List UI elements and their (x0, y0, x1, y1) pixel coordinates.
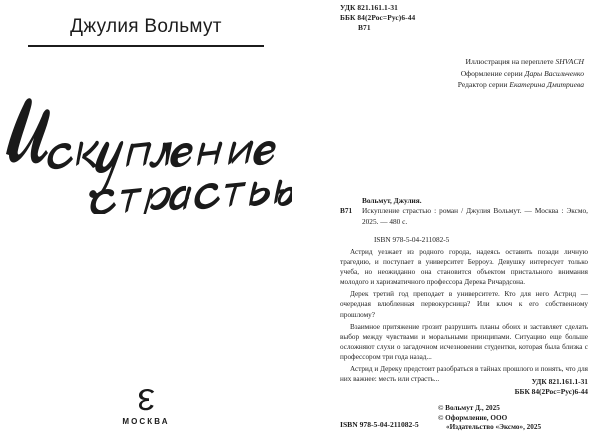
credits-block (292, 56, 592, 91)
author-block (28, 16, 264, 47)
publisher-block (0, 386, 292, 426)
annotation-paragraph: Дерек третий год преподает в университете. Кто для него Астрид — очередная влюбленная первокурсница? Или ключ к его собственному прошлому? (340, 290, 588, 319)
eksmo-logo (133, 386, 159, 412)
classification-codes (340, 3, 415, 34)
footer-bbk-code: ББК 84(2Рос=Рус)6-44 (514, 387, 588, 397)
illustration-credit-name: SHVACH (555, 57, 584, 66)
series-design-name: Дары Васильченко (524, 68, 584, 78)
udk-code: УДК 821.161.1-31 (340, 3, 398, 12)
bib-author-heading: Вольмут, Джулия. (362, 196, 422, 205)
bib-description: Искупление страстью : роман / Джулия Вольмут. — Москва : Эксмо, 2025. — 480 с. (362, 206, 588, 226)
copyright-design: © Оформление, ООО (438, 413, 508, 422)
illustration-credit (292, 56, 584, 68)
series-editor-name: Екатерина Дмитриева (509, 80, 584, 90)
series-design-label: Оформление серии (460, 68, 523, 78)
left-page (0, 0, 292, 434)
copyright-author: © Вольмут Д., 2025 (438, 404, 500, 412)
footer-isbn: ISBN 978-5-04-211082-5 (340, 420, 419, 429)
annotation-block (340, 247, 588, 386)
bib-shelf-mark: В71 (340, 206, 353, 216)
series-editor-label: Редактор серии (457, 80, 508, 90)
bib-description-row (340, 206, 588, 227)
shelf-mark-top: В71 (358, 23, 371, 33)
illustration-credit-label: Иллюстрация на переплете (465, 57, 554, 66)
bibliographic-record (340, 196, 588, 246)
copyright-block (438, 404, 588, 433)
footer-classification-codes (515, 377, 588, 397)
bbk-code: ББК 84(2Рос=Рус)6-44 (340, 13, 416, 23)
series-design-credit (292, 68, 584, 80)
book-title-lettering (0, 86, 292, 214)
publisher-city: МОСКВА (122, 417, 170, 426)
annotation-paragraph: Астрид и Дереку предстоит разобраться в тайнах прошлого и понять, что для них важнее: месть или страсть... (340, 365, 588, 384)
annotation-paragraph: Астрид уезжает из родного города, надеясь оставить позади личную трагедию, и поступает в университет Берроуз. Девушку интересует только учеба, но неожиданно она становится объектом пристального внимания молодого и харизматичного профессора Дерека Ричардсона. (340, 248, 588, 287)
author-name: Джулия Вольмут (70, 16, 222, 37)
right-page (292, 0, 600, 434)
annotation-paragraph: Взаимное притяжение грозит разрушить планы обоих и заставляет сделать выбор между чувствами и моральными принципами. Ситуацию еще больше осложняют слухи о загадочном исчезновении студентки, которая была близка с профессором три года назад... (340, 322, 588, 361)
series-editor-credit (292, 79, 584, 91)
bib-isbn: ISBN 978-5-04-211082-5 (374, 235, 450, 245)
author-divider-rule (28, 45, 264, 47)
footer-udk-code: УДК 821.161.1-31 (531, 377, 588, 386)
copyright-design-publisher: «Издательство «Эксмо», 2025 (446, 423, 542, 432)
